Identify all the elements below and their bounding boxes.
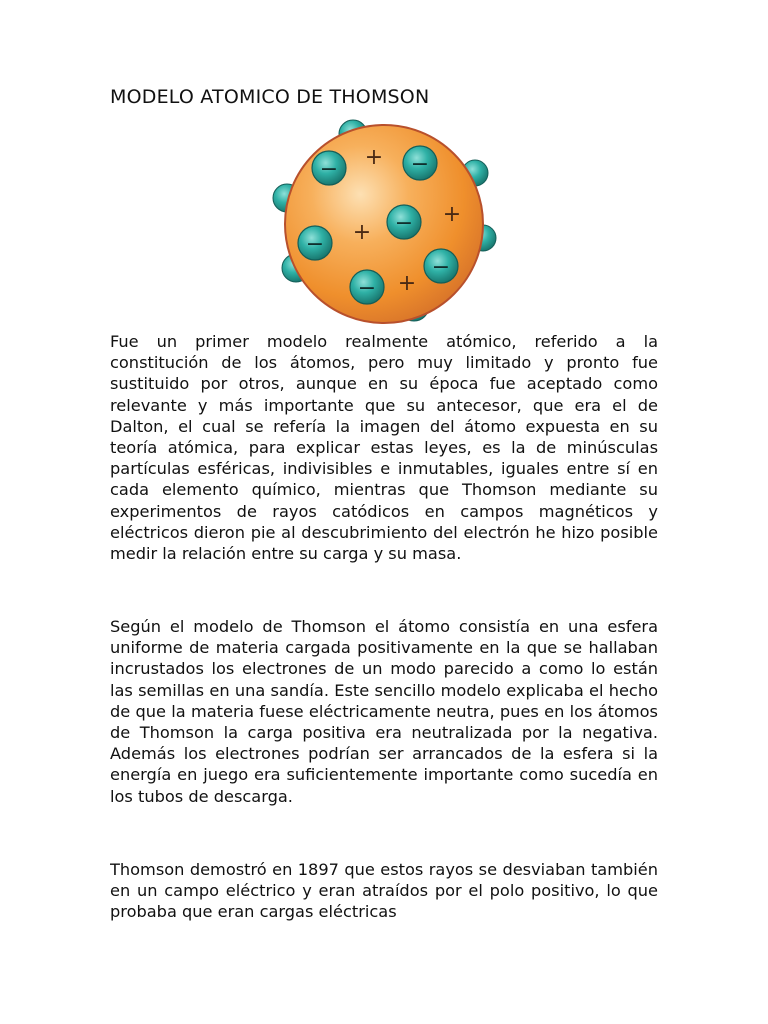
negative-charge: − [357, 276, 377, 301]
positive-charge: + [442, 202, 462, 227]
thomson-atom-figure [270, 118, 500, 328]
negative-charge: − [410, 152, 430, 177]
negative-charge: − [319, 157, 339, 182]
paragraph-model-description: Según el modelo de Thomson el átomo consistía en una esfera uniforme de materia cargada positivamente en la que se hallaban incrustados los electrones de un modo parecido a como lo están las semillas en una sandía. Este sencillo modelo explicaba el hecho de que la materia fuese eléctricamente neutra, pues en los átomos de Thomson la carga positiva era neutralizada por la negativa. Además los electrones podrían ser arrancados de la esfera si la energía en juego era suficientemente importante como sucedía en los tubos de descarga. [110, 617, 658, 806]
negative-charge: − [431, 255, 451, 280]
paragraph-definition: Fue un primer modelo realmente atómico, referido a la constitución de los átomos, pero muy limitado y pronto fue sustituido por otros, aunque en su época fue aceptado como relevante y más importante que su antecesor, que era el de Dalton, el cual se refería la imagen del átomo expuesta en su teoría atómica, para explicar estas leyes, es la de minúsculas partículas esféricas, indivisibles e inmutables, iguales entre sí en cada elemento químico, mientras que Thomson mediante su experimentos de rayos catódicos en campos magnéticos y eléctricos dieron pie al descubrimiento del electrón he hizo posible medir la relación entre su carga y su masa. [110, 332, 658, 564]
positive-charge: + [364, 145, 384, 170]
positive-charge: + [397, 271, 417, 296]
paragraph-1897-discovery: Thomson demostró en 1897 que estos rayos se desviaban también en un campo eléctrico y eran atraídos por el polo positivo, lo que probaba que eran cargas eléctricas [110, 860, 658, 922]
positive-charge: + [352, 220, 372, 245]
negative-charge: − [305, 232, 325, 257]
page-title: MODELO ATOMICO DE THOMSON [110, 86, 430, 108]
negative-charge: − [394, 211, 414, 236]
